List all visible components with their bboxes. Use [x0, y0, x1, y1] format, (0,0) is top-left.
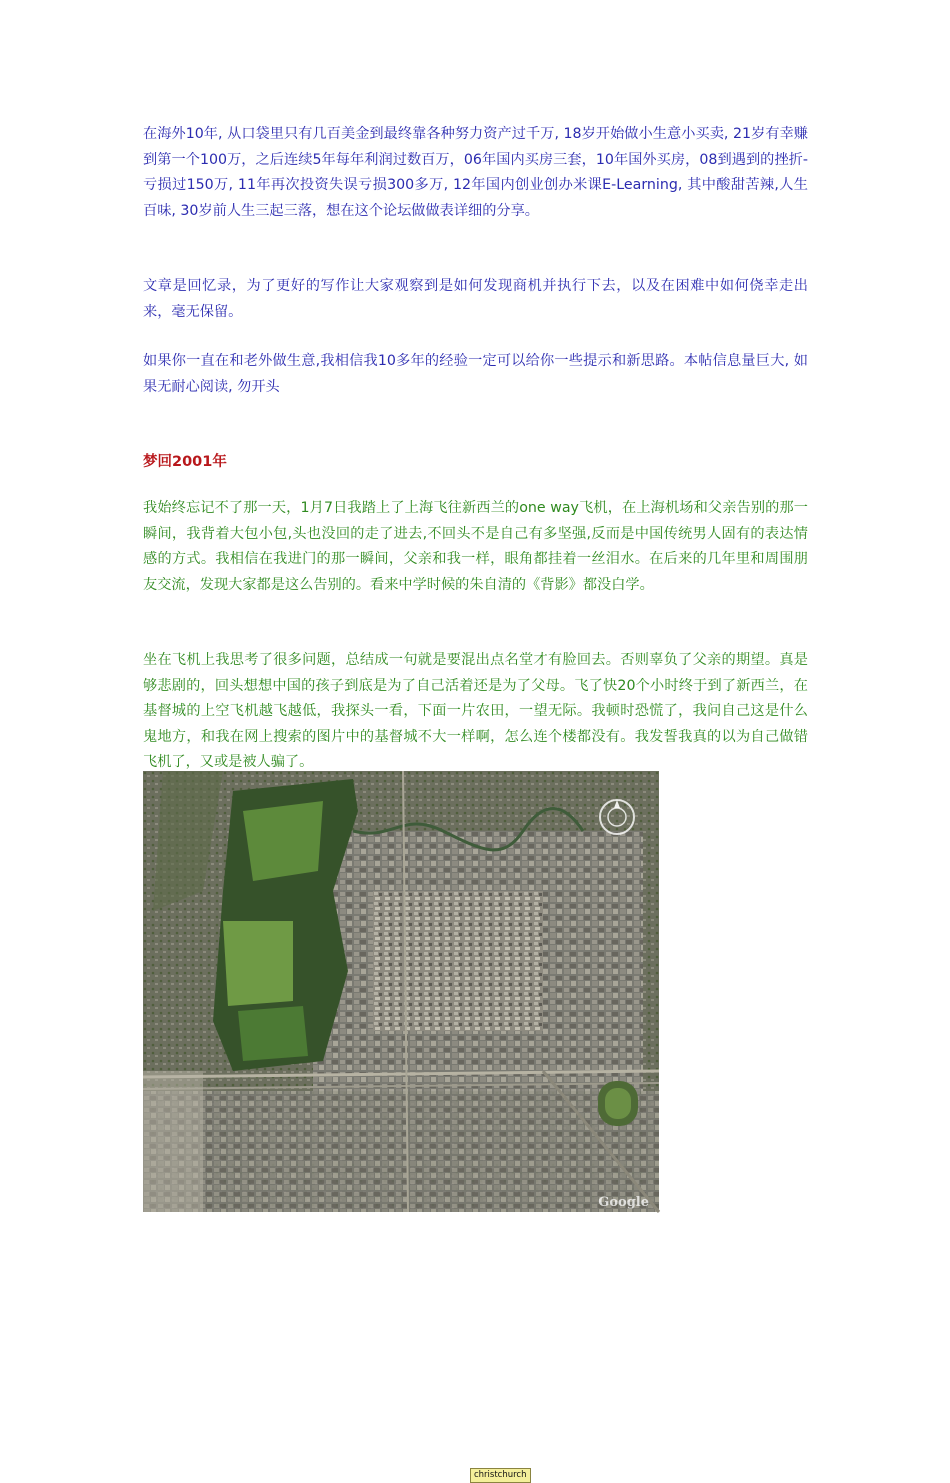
section-paragraph-1: 我始终忘记不了那一天，1月7日我踏上了上海飞往新西兰的one way飞机，在上海机场和父亲告别的那一瞬间，我背着大包小包,头也没回的走了进去,不回头不是自己有多坚强,反而是中国传统男人固有的表达情感的方式。我相信在我进门的那一瞬间，父亲和我一样，眼角都挂着一丝泪水。在后来的几年里和周围朋友交流，发现大家都是这么告别的。看来中学时候的朱自清的《背影》都没白学。: [143, 500, 808, 593]
intro-paragraph-3: 如果你一直在和老外做生意,我相信我10多年的经验一定可以给你一些提示和新思路。本帖信息量巨大, 如果无耐心阅读, 勿开头: [143, 353, 808, 395]
section-heading: 梦回2001年: [143, 454, 227, 470]
map-place-label: christchurch: [470, 1468, 531, 1483]
intro-paragraph-1: 在海外10年, 从口袋里只有几百美金到最终靠各种努力资产过千万, 18岁开始做小生意小买卖, 21岁有幸赚到第一个100万，之后连续5年每年利润过数百万，06年国内买房三套，10年国外买房，08到遇到的挫折-亏损过150万, 11年再次投资失误亏损300多万, 12年国内创业创办米课E-Learning, 其中酸甜苦辣,人生百味, 30岁前人生三起三落，想在这个论坛做做表详细的分享。: [143, 126, 808, 219]
intro-paragraph-2: 文章是回忆录，为了更好的写作让大家观察到是如何发现商机并执行下去，以及在困难中如何侥幸走出来，毫无保留。: [143, 278, 808, 320]
section-paragraph-2: [143, 648, 808, 776]
map-watermark: Google: [598, 1195, 649, 1210]
section-paragraph-2-tail: 我发誓我真的以为自己做错飞机了，又或是被人骗了。: [143, 728, 808, 770]
section-paragraph-2-text: 坐在飞机上我思考了很多问题，总结成一句就是要混出点名堂才有脸回去。否则辜负了父亲的期望。真是够悲剧的，回头想想中国的孩子到底是为了自己活着还是为了父母。飞了快20个小时终于到了新西兰，在基督城的上空飞机越飞越低，我探头一看，下面一片农田，一望无际。我顿时恐慌了，我问自己这是什么鬼地方，和我在网上搜索的图片中的基督城不大一样啊，怎么连个楼都没有。: [143, 652, 808, 745]
compass-icon: [597, 797, 637, 837]
christchurch-aerial-map: [143, 771, 659, 1480]
map-image: [143, 771, 659, 1212]
